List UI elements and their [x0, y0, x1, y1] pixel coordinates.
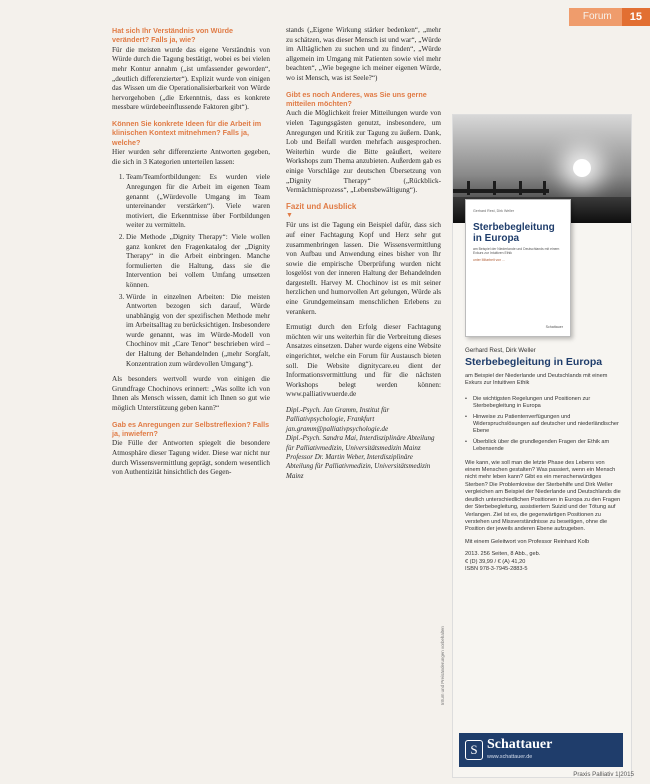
numbered-list [112, 173, 270, 369]
text-column-left [112, 26, 270, 484]
publisher-logo[interactable] [459, 733, 623, 767]
paragraph: Hier wurden sehr differenzierte Antworten gegeben, die sich in 3 Kategorien unterteilen lassen: [112, 148, 270, 166]
section-heading: Fazit und Ausblick [286, 201, 357, 211]
publisher-url[interactable]: www.schattauer.de [487, 754, 533, 760]
publisher-name: Schattauer [487, 737, 553, 752]
author-info: Dipl.-Psych. Jan Gramm, Institut für Palliativpsychologie, Frankfurt jan.gramm@palliativpsychologie.de Dipl.-Psych. Sandra Mai, Interdisziplinäre Abteilung für Palliativmedizin, Universitätsmedizin Mainz Professor Dr. Martin Weber, Interdisziplinäre Abteilung für Palliativmedizin, Universitätsmedizin Mainz [286, 406, 435, 480]
jetty-post [519, 181, 522, 195]
ad-bullet: • Überblick über die grundlegenden Fragen der Ethik am Lebensende [465, 439, 621, 454]
ad-foreword: Mit einem Geleitwort von Professor Reinhard Kolb [465, 538, 590, 545]
book-advertisement [452, 114, 632, 778]
book-cover [465, 199, 571, 337]
paragraph: Für uns ist die Tagung ein Beispiel dafür, dass sich auf einer Fachtagung Kopf und Herz sehr gut zusammenbringen lassen. Die Wissensvermittlung von Aufbau und Anwendung eines bisher von Ihr sowie die empirische Überprüfung wurden nicht losgelöst von der inneren Haltung der Behandelnden dargestellt. Harvey M. Chochinov ist es mit seiner herzlichen und humorvollen Art gelungen, Würde als eine Grundgemeinsam menschlichen Erlebens zu verankern. [286, 221, 441, 316]
book-cover-title: Sterbebegleitung in Europa [473, 222, 555, 244]
ad-book-details: 2013. 256 Seiten, 8 Abb., geb. € (D) 39,99 / € (A) 41,20 ISBN 978-3-7945-2883-5 [465, 551, 541, 572]
ad-bullet: • Hinweise zu Patientenverfügungen und Widerspruchslösungen auf deutscher und niederländischer Ebene [465, 414, 621, 436]
book-cover-subtitle: am Beispiel der Niederlande und Deutschlands mit einem Exkurs zur Intuitiven Ethik [473, 247, 560, 256]
book-cover-author: Gerhard Rest, Dirk Weller [473, 209, 515, 213]
list-item: 3. Würde in einzelnen Arbeiten: Die meisten Antworten bezogen sich darauf, Würde unabhängig von der spezifischen Methode mehr im Arbeitsalltag zu berücksichtigen. Insbesondere wurde genannt, was im Würde-Modell von Chochinov mit „Care Tenor“ beschrieben wird – der Haltung der Behandelnden („mehr Sorgfalt, Konzentration zum würdevollen Umgang“). [126, 293, 270, 370]
question-heading: Gab es Anregungen zur Selbstreflexion? Falls ja, inwiefern? [112, 419, 270, 439]
ad-subtitle: am Beispiel der Niederlande und Deutschlands mit einem Exkurs zur Intuitiven Ethik [465, 373, 608, 387]
ad-body-text: Wie kann, wie soll man die letzte Phase des Lebens von einem Menschen gestalten? Was passiert, wenn ein Mensch nicht mehr leben kann? Gibt es ein menschenwürdiges Sterben? Die Problemkreise der Sterbehilfe und Dirk Weller vergleichen am Beispiel der Niederlande und Deutschlands die deutlich unterschiedlichen Positionen in Europa zu den Fragen der Sterbebegleitung, assistiertem Suizid und der Tötung auf Verlangen. Ziel ist es, die gegenwärtigen Positionen zu verstehen und Missverständnisse zu beseitigen, ohne die Position der jeweils anderen Ebene aufzugeben. [465, 459, 621, 533]
list-item: 2. Die Methode „Dignity Therapy“: Viele wollen ganz konkret den Fragenkatalog der „Dignity Therapy“ in die Arbeit einbringen. Manche formulierten die Haltung, dass sie die Intervention bei vollem Umfang umsetzen können. [126, 233, 270, 291]
ad-author: Gerhard Rest, Dirk Weller [465, 347, 536, 354]
book-cover-note: unter Mitarbeit von ... [473, 258, 505, 263]
ad-bullet: • Die wichtigsten Regelungen und Positionen zur Sterbebegleitung in Europa [465, 396, 621, 411]
paragraph: stands („Eigene Wirkung stärker bedenken“, „mehr zu schätzen, was dieser Mensch ist und war“, „Würde im Alltäglichen zu suchen und zu finden“, „Würde allgemein im Umgang mit Patienten sowie viel mehr beachten“, „Wie begegne ich meiner eigenen Würde, wo ist Mensch, was ist Seele?“) [286, 26, 441, 82]
ad-side-text: Irrtum und Preisänderungen vorbehalten [440, 626, 445, 705]
text-column-right [286, 26, 441, 481]
list-item: 1. Team/Teamfortbildungen: Es wurden viele Anregungen für die Arbeit im eigenen Team genannt („Würdevolle Umgang im Team untereinander verstärken“). Viele waren motiviert, die Erkenntnisse über Fortbildungen weiter zu vermitteln. [126, 173, 270, 231]
book-cover-publisher: Schattauer [545, 325, 563, 329]
paragraph: Für die meisten wurde das eigene Verständnis von Würde durch die Tagung bestätigt, wobei es bei vielen mehr Kontur annahm („ist umfassender geworden“, „deutlich differenzierter“). Explizit wurde von einigen das Wissen um die Operationalisierbarkeit von Würde hervorgehoben („die Erkenntnis, dass es konkrete messbare würdebeeinflussende Faktoren gibt“). [112, 45, 270, 112]
page-number: 15 [622, 8, 650, 26]
sun-glow [573, 159, 591, 177]
question-heading: Gibt es noch Anderes, was Sie uns gerne mitteilen möchten? [286, 89, 427, 108]
ad-title: Sterbebegleitung in Europa [465, 356, 603, 368]
paragraph: Auch die Möglichkeit freier Mitteilungen wurde von vielen Tagungsgästen genutzt, insbesondere, um Anregungen und Kritik zur Tagung zu äußern. Dank, Lob und Beifall wurden mehrfach ausgesprochen. Weiterhin wurde die Bitte geäußert, weitere Workshops zum Thema anzubieten. Außerdem gab es einige Vorschläge zur deutschen Übersetzung von „Dignity Therapy“ („Rückblick-Vermächtnisprozess“, „Lebensbewältigung“). [286, 109, 441, 195]
paragraph: Die Fülle der Antworten spiegelt die besondere Atmosphäre dieser Tagung wider. Diese war nicht nur durch Wissensvermittlung geprägt, sondern wesentlich von Authentizität hinsichtlich des Gegen- [112, 439, 270, 477]
paragraph: Als besonders wertvoll wurde von einigen die Grundfrage Chochinovs erinnert: „Was sollte ich von Ihnen als Mensch wissen, damit ich Ihnen so gut wie möglich Unterstützung geben kann?“ [112, 375, 270, 413]
publisher-mark-icon: S [465, 740, 483, 760]
section-tab: Forum [569, 8, 622, 26]
jetty-post [467, 181, 470, 195]
question-heading: Hat sich Ihr Verständnis von Würde verändert? Falls ja, wie? [112, 26, 234, 45]
page-header [569, 8, 650, 26]
paragraph: Ermutigt durch den Erfolg dieser Fachtagung möchten wir uns weiterhin für die Verbreitung dieses Ansatzes einsetzen. Daher wurde eigens eine Website eingerichtet, welche ein Forum für Austausch bieten soll. Die Website dignitycare.eu dient der Informationsvermittlung und für die nächsten Workshops belegt werden können: www.palliativwuerde.de [286, 323, 441, 399]
question-heading: Können Sie konkrete Ideen für die Arbeit im klinischen Kontext mitnehmen? Falls ja, welche? [112, 118, 262, 147]
jetty-post [543, 181, 546, 195]
page-footer: Praxis Palliativ 1|2015 [573, 771, 634, 778]
author-block [286, 406, 441, 481]
jetty-post [493, 181, 496, 195]
ad-text-block [465, 347, 621, 573]
triangle-marker-icon: ▼ [286, 211, 293, 220]
ad-bullet-list [465, 396, 621, 454]
